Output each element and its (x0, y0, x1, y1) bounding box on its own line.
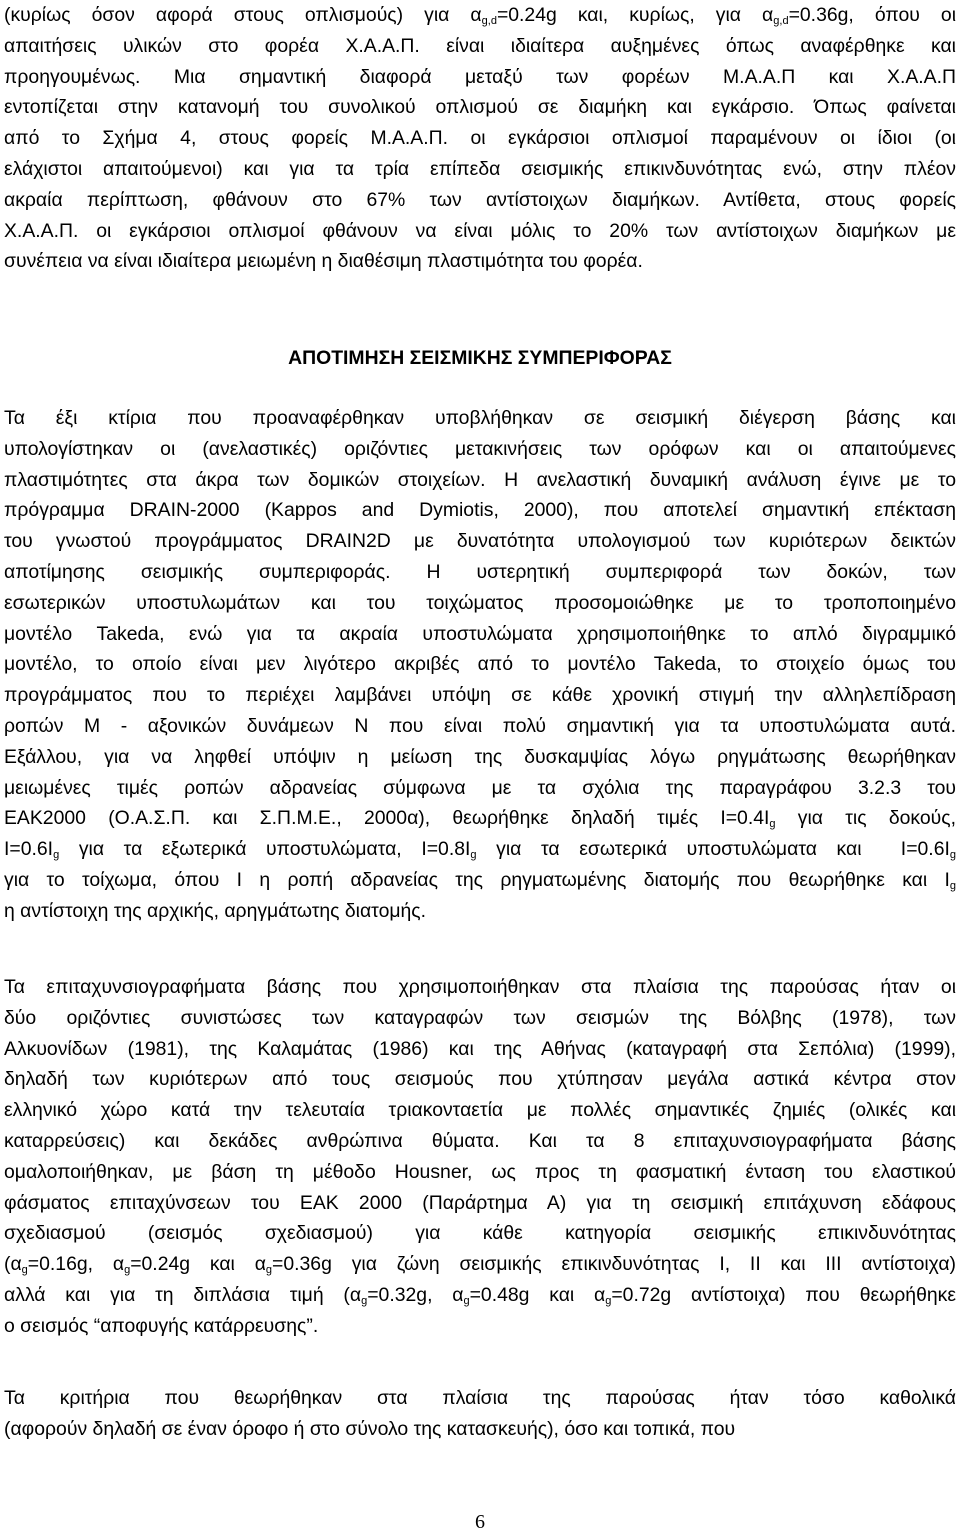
text-line: ($\alpha_g=0.16g$, $\alpha_g=0.24g$ και $\alpha_g=0.36g$ για ζώνη σεισμικής επικινδυνότητας I, II και III αντίστοιχα) (4, 1253, 956, 1277)
text-line: $I=0.6I_g$ για τα εξωτερικά υποστυλώματα, $I=0.8I_g$ για τα εσωτερικά υποστυλώματα και $I=0.6I_g$ (4, 838, 956, 862)
text-line: δύο οριζόντιες συνιστώσες των καταγραφών των σεισμών της Βόλβης (1978), των (4, 1006, 956, 1029)
text-line: συνέπεια να είναι ιδιαίτερα μειωμένη η διαθέσιμη πλαστιμότητα του φορέα. (4, 250, 643, 273)
text-line: υπολογίστηκαν οι (ανελαστικές) οριζόντιες μετακινήσεις των ορόφων και οι απαιτούμενες (4, 437, 956, 460)
text-line: ελληνικό χώρο κατά την τελευταία τριακονταετία με πολλές σημαντικές ζημιές (ολικές και (4, 1099, 956, 1122)
assessment-paragraph (4, 403, 956, 927)
text-line: Τα έξι κτίρια που προαναφέρθηκαν υποβλήθηκαν σε σεισμική διέγερση βάσης και (4, 407, 956, 429)
text-line: ο σεισμός “αποφυγής κατάρρευσης”. (4, 1314, 319, 1337)
page-number: 6 (475, 1511, 485, 1533)
text-line: Χ.Α.Α.Π. οι εγκάρσιοι οπλισμοί φθάνουν να είναι μόλις το 20% των αντίστοιχων διαμήκων με (4, 219, 956, 242)
text-line: για το τοίχωμα, όπου I η ροπή αδρανείας της ρηγματωμένης διατομής που θεωρήθηκε και $I_g$ (4, 868, 956, 892)
text-line: απαιτήσεις υλικών στο φορέα Χ.Α.Α.Π. είναι ιδιαίτερα αυξημένες όπως αναφέρθηκε και (4, 34, 956, 57)
section-heading: ΑΠΟΤΙΜΗΣΗ ΣΕΙΣΜΙΚΗΣ ΣΥΜΠΕΡΙΦΟΡΑΣ (288, 347, 672, 369)
accelerograms-paragraph (4, 972, 956, 1342)
text-line: του γνωστού προγράμματος DRAIN2D με δυνατότητα υπολογισμού των κυριότερων δεικτών (4, 530, 956, 553)
text-line: αποτίμησης σεισμικής συμπεριφοράς. Η υστερητική συμπεριφορά των δοκών, των (4, 560, 956, 583)
text-line: προηγουμένως. Μια σημαντική διαφορά μεταξύ των φορέων Μ.Α.Α.Π και Χ.Α.Α.Π (4, 65, 956, 88)
text-line: αλλά και για τη διπλάσια τιμή ($\alpha_g=0.32g$, $\alpha_g=0.48g$ και $\alpha_g=0.72g$ αντίστοιχα) που θεωρήθηκε (4, 1283, 956, 1307)
text-line: Τα επιταχυνσιογραφήματα βάσης που χρησιμοποιήθηκαν στα πλαίσια της παρούσας ήταν οι (4, 976, 956, 998)
text-line: μειωμένες τιμές ροπών αδρανείας σύμφωνα με τα σχόλια της παραγράφου 3.2.3 του (4, 776, 956, 799)
text-line: εσωτερικών υποστυλωμάτων και του τοιχώματος προσομοιώθηκε με το τροποποιημένο (4, 591, 956, 614)
text-line: (κυρίως όσον αφορά στους οπλισμούς) για $\alpha_{g,d}=0.24g$ και, κυρίως, για $\alpha_{g,d}=0.36g$, όπου οι (4, 4, 956, 27)
text-line: ροπών Μ - αξονικών δυνάμεων Ν που είναι πολύ σημαντική για τα υποστυλώματα αυτά. (4, 714, 956, 737)
text-line: προγράμματος που το περιέχει λαμβάνει υπόψη σε κάθε χρονική στιγμή την αλληλεπίδραση (4, 684, 956, 707)
text-line: δηλαδή των κυριότερων από τους σεισμούς που χτύπησαν μεγάλα αστικά κέντρα στον (4, 1068, 956, 1091)
text-line: σχεδιασμού (σεισμός σχεδιασμού) για κάθε κατηγορία σεισμικής επικινδυνότητας (4, 1222, 956, 1245)
text-line: εντοπίζεται στην κατανομή του συνολικού οπλισμού σε διαμήκη και εγκάρσιο. Όπως φαίνεται (4, 96, 956, 119)
text-line: Τα κριτήρια που θεωρήθηκαν στα πλαίσια της παρούσας ήταν τόσο καθολικά (4, 1387, 956, 1409)
text-line: φάσματος επιταχύνσεων του ΕΑΚ 2000 (Παράρτημα Α) για τη σεισμική επιτάχυνση εδάφους (4, 1191, 956, 1214)
text-line: από το Σχήμα 4, στους φορείς Μ.Α.Α.Π. οι εγκάρσιοι οπλισμοί παραμένουν οι ίδιοι (οι (4, 127, 956, 150)
text-line: μοντέλο, το οποίο είναι μεν λιγότερο ακριβές από το μοντέλο Takeda, το στοιχείο όμως του (4, 653, 956, 676)
text-line: (αφορούν δηλαδή σε έναν όροφο ή στο σύνολο της κατασκευής), όσο και τοπικά, που (4, 1417, 736, 1440)
text-line: ΕΑΚ2000 (Ο.Α.Σ.Π. και Σ.Π.Μ.Ε., 2000α), θεωρήθηκε δηλαδή τιμές $I=0.4I_g$ για τις δοκούς, (4, 807, 956, 831)
text-line: πρόγραμμα DRAIN-2000 (Kappos and Dymiotis, 2000), που αποτελεί σημαντική επέκταση (4, 499, 956, 522)
text-line: ελάχιστοι απαιτούμενοι) και για τα τρία επίπεδα σεισμικής επικινδυνότητας ενώ, στην πλέον (4, 157, 956, 180)
text-line: Εξάλλου, για να ληφθεί υπόψιν η μείωση της δυσκαμψίας λόγω ρηγμάτωσης θεωρήθηκαν (4, 745, 956, 768)
text-line: πλαστιμότητες στα άκρα των δομικών στοιχείων. Η ανελαστική δυναμική ανάλυση έγινε με το (4, 468, 956, 491)
text-line: μοντέλο Takeda, ενώ για τα ακραία υποστυλώματα χρησιμοποιήθηκε το απλό διγραμμικό (4, 622, 956, 645)
text-line: ακραία περίπτωση, φθάνουν στο 67% των αντίστοιχων διαμήκων. Αντίθετα, στους φορείς (4, 188, 956, 211)
text-line: Αλκυονίδων (1981), της Καλαμάτας (1986) και της Αθήνας (καταγραφή στα Σεπόλια) (1999), (4, 1037, 956, 1060)
text-line: ομαλοποιήθηκαν, με βάση τη μέθοδο Housner, ως προς τη φασματική ένταση του ελαστικού (4, 1160, 956, 1183)
criteria-paragraph (4, 1383, 956, 1445)
intro-paragraph (4, 0, 956, 277)
text-line: η αντίστοιχη της αρχικής, αρηγμάτωτης διατομής. (4, 899, 427, 922)
text-line: καταρρεύσεις) και δεκάδες ανθρώπινα θύματα. Και τα 8 επιταχυνσιογραφήματα βάσης (4, 1129, 956, 1152)
